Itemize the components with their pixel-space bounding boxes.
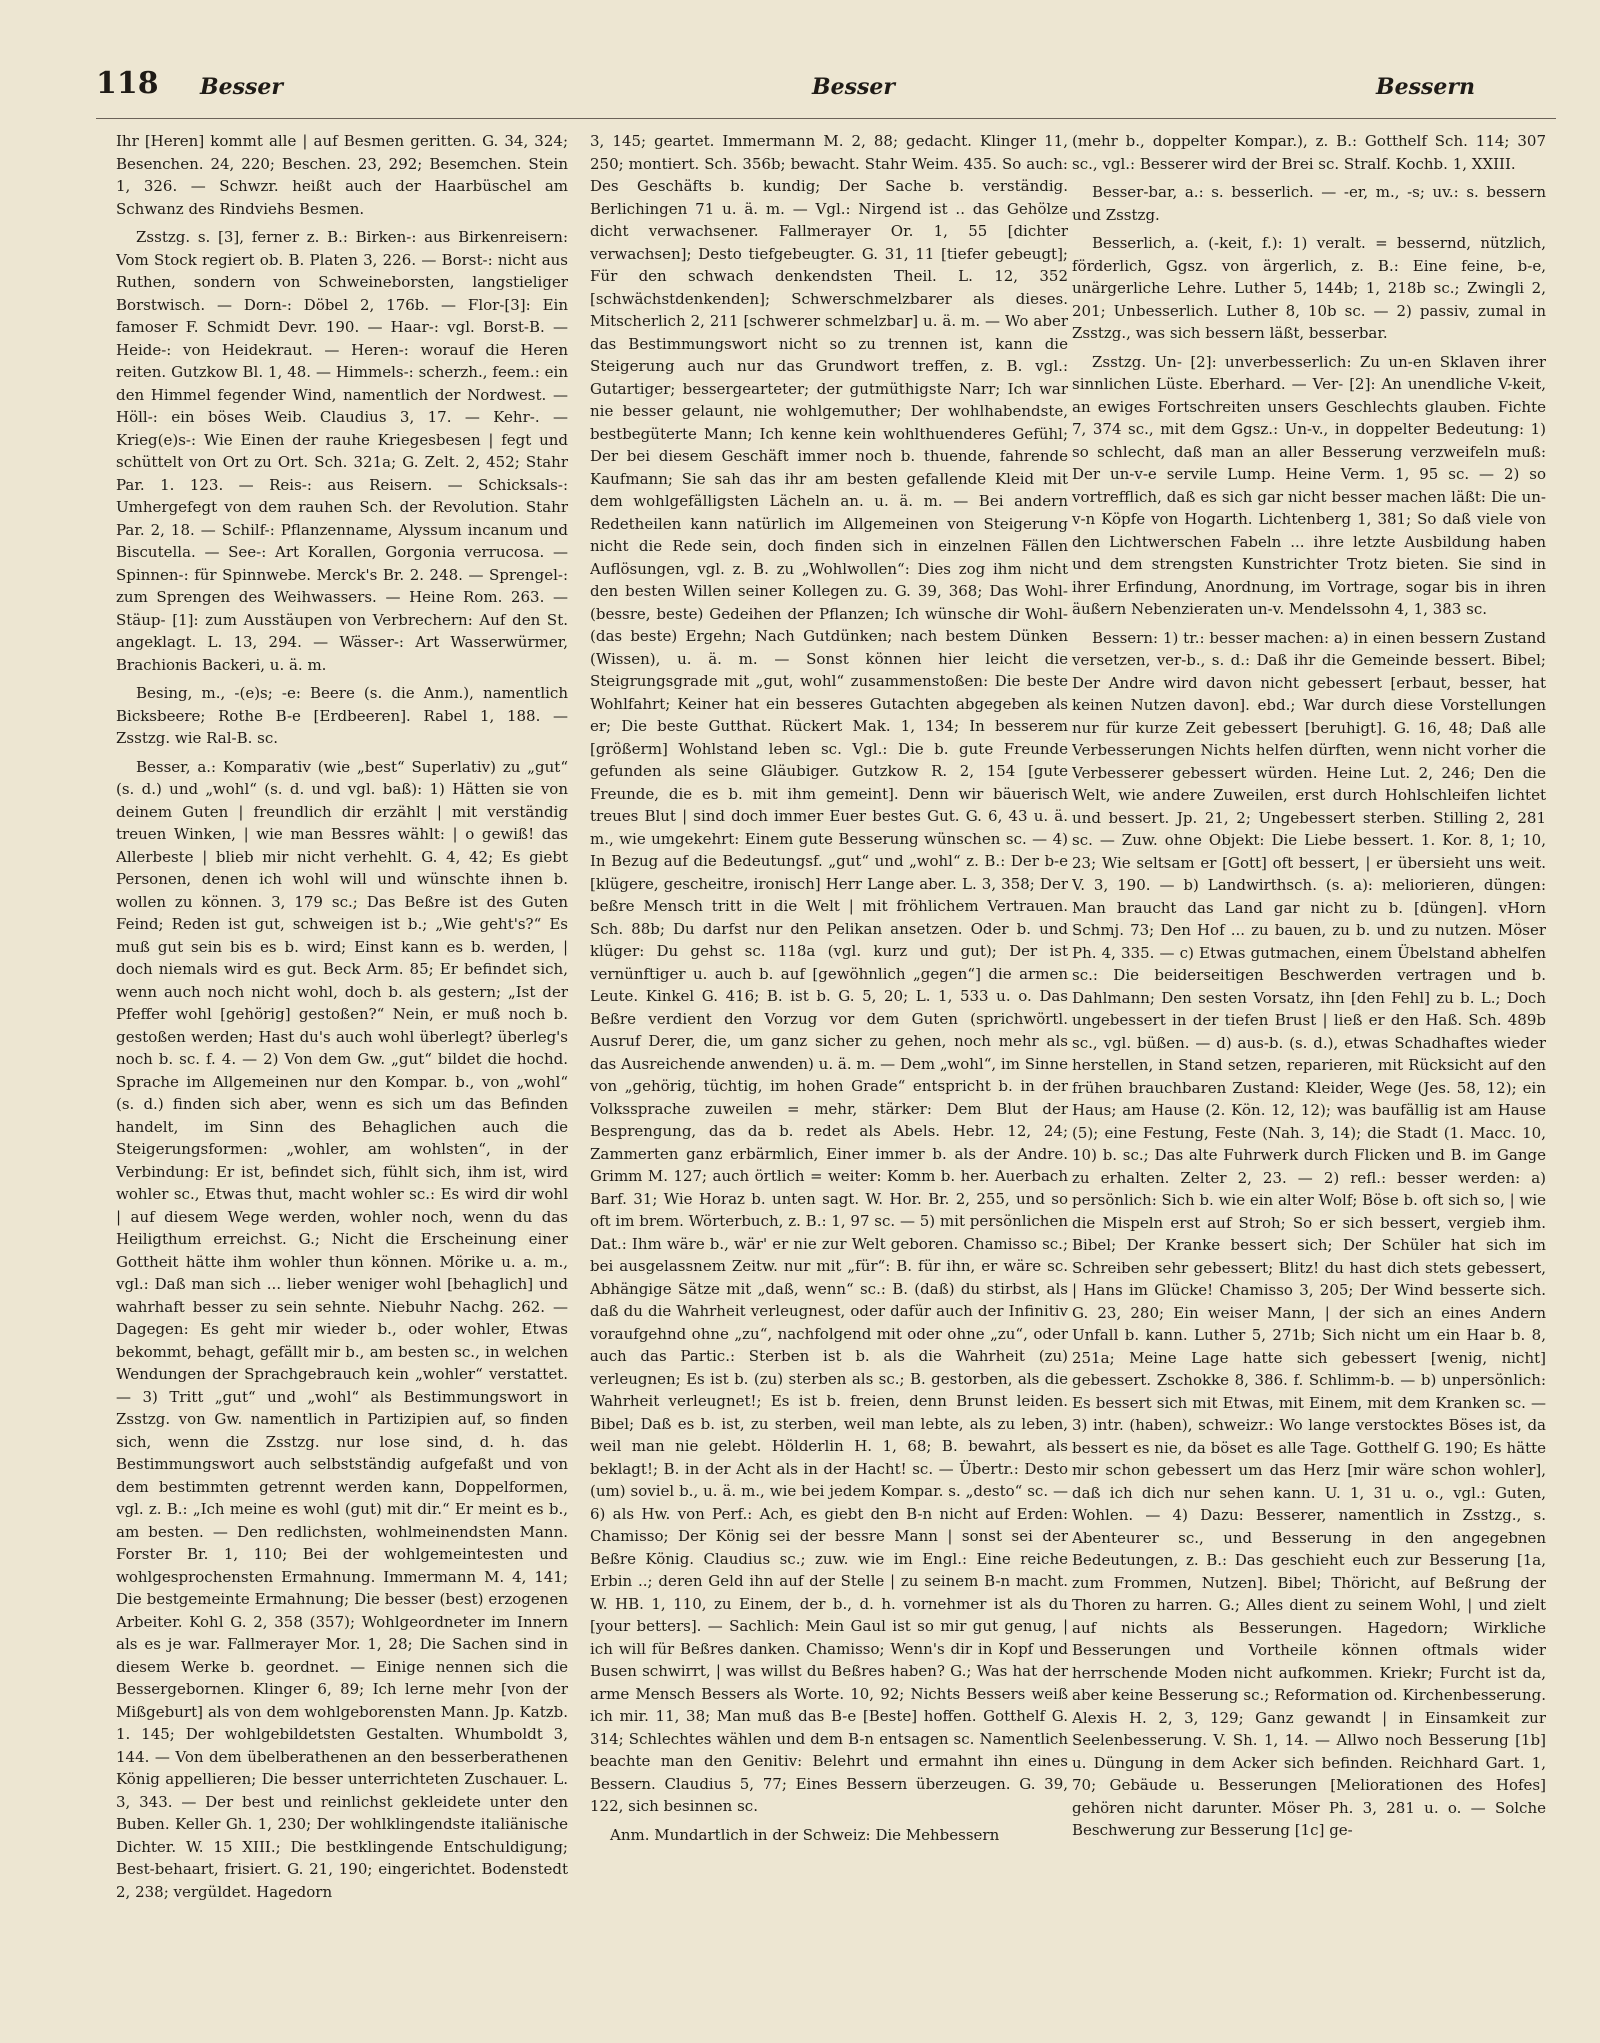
page-number: 118 bbox=[96, 66, 159, 101]
paragraph: Zsstzg. Un- [2]: unverbesserlich: Zu un-en Sklaven ihrer sinnlichen Lüste. Eberhard. — Ver- [2]: An unendliche V-keit, an ewiges Fortschreiten unsers Geschlechts glauben. Fichte 7, 374 sc., mit dem Ggsz.: Un-v., in doppelter Bedeutung: 1) so schlecht, daß man an aller Besserung verzweifeln muß: Der un-v-e servile Lump. Heine Verm. 1, 95 sc. — 2) so vortrefflich, daß es sich gar nicht besser machen läßt: Die un-v-n Köpfe von Hogarth. Lichtenberg 1, 381; So daß viele von den Lichtwerschen Fabeln ... ihre letzte Ausbildung haben und dem strengsten Kunstrichter Trotz bieten. Sie sind in ihrer Erfindung, Anordnung, im Vortrage, sogar bis in ihren äußern Nebenzieraten un-v. Mendelssohn 4, 1, 383 sc. bbox=[1072, 352, 1546, 618]
running-header bbox=[96, 66, 1556, 116]
paragraph: Zsstzg. s. [3], ferner z. B.: Birken-: aus Birkenreisern: Vom Stock regiert ob. B. Platen 3, 226. — Borst-: nicht aus Ruthen, sondern von Schweineborsten, langstieliger Borstwisch. — Dorn-: Döbel 2, 176b. — Flor-[3]: Ein famoser F. Schmidt Devr. 190. — Haar-: vgl. Borst-B. — Heide-: von Heidekraut. — Heren-: worauf die Heren reiten. Gutzkow Bl. 1, 48. — Himmels-: scherzh., feem.: ein den Himmel fegender Wind, namentlich der Nordwest. — Höll-: ein böses Weib. Claudius 3, 17. — Kehr-. — Krieg(e)s-: Wie Einen der rauhe Kriegesbesen | fegt und schüttelt von Ort zu Ort. Sch. 321a; G. Zelt. 2, 452; Stahr Par. 1. 123. — Reis-: aus Reisern. — Schicksals-: Umhergefegt von dem rauhen Sch. der Revolution. Stahr Par. 2, 18. — Schilf-: Pflanzenname, Alyssum incanum und Biscutella. — See-: Art Korallen, Gorgonia verrucosa. — Spinnen-: für Spinnwebe. Merck's Br. 2. 248. — Sprengel-: zum Sprengen des Weihwassers. — Heine Rom. 263. — Stäup- [1]: zum Ausstäupen von Verbrechern: Auf den St. angeklagt. L. 13, 294. — Wässer-: Art Wasserwürmer, Brachionis Backeri, u. ä. m. bbox=[116, 228, 568, 674]
column-1 bbox=[116, 130, 568, 2010]
headword-right: Bessern bbox=[1376, 74, 1475, 100]
paragraph: Bessern: 1) tr.: besser machen: a) in einen bessern Zustand versetzen, ver-b., s. d.: Daß ihr die Gemeinde bessert. Bibel; Der Andre wird davon nicht gebessert [erbaut, besser, hat keinen Nutzen davon]. ebd.; War durch diese Vorstellungen nur für kurze Zeit gebessert [beruhigt]. G. 16, 48; Daß alle Verbesserungen Nichts helfen dürften, wenn nicht vorher die Verbesserer gebessert würden. Heine Lut. 2, 246; Den die Welt, wie andere Zuweilen, erst durch Hohlschleifen lichtet und bessert. Jp. 21, 2; Ungebessert sterben. Stilling 2, 281 sc. — Zuw. ohne Objekt: Die Liebe bessert. 1. Kor. 8, 1; 10, 23; Wie seltsam er [Gott] oft bessert, | er übersieht uns weit. V. 3, 190. — b) Landwirthsch. (s. a): meliorieren, düngen: Man braucht das Land gar nicht zu b. [düngen]. vHorn Schmj. 73; Den Hof ... zu bauen, zu b. und zu nutzen. Möser Ph. 4, 335. — c) Etwas gutmachen, einem Übelstand abhelfen sc.: Die beiderseitigen Beschwerden vertragen und b. Dahlmann; Den sesten Vorsatz, ihn [den Fehl] zu b. L.; Doch ungebessert in der tiefen Brust | ließ er den Haß. Sch. 489b sc., vgl. büßen. — d) aus-b. (s. d.), etwas Schadhaftes wieder herstellen, in Stand setzen, reparieren, mit Rücksicht auf den frühen brauchbaren Zustand: Kleider, Wege (Jes. 58, 12); ein Haus; am Hause (2. Kön. 12, 12); was baufällig ist am Hause (5); eine Festung, Feste (Nah. 3, 14); die Stadt (1. Macc. 10, 10) b. sc.; Das alte Fuhrwerk durch Flicken und B. im Gange zu erhalten. Zelter 2, 23. — 2) refl.: besser werden: a) persönlich: Sich b. wie ein alter Wolf; Böse b. oft sich so, | wie die Mispeln erst auf Stroh; So er sich bessert, vergieb ihm. Bibel; Der Kranke bessert sich; Der Schüler hat sich im Schreiben sehr gebessert; Blitz! du hast dich stets gebessert, | Hans im Glücke! Chamisso 3, 205; Der Wind besserte sich. G. 23, 280; Ein weiser Mann, | der sich an eines Andern Unfall b. kann. Luther 5, 271b; Sich nicht um ein Haar b. 8, 251a; Meine Lage hatte sich gebessert [wenig, nicht] gebessert. Zschokke 8, 386. f. Schlimm-b. — b) unpersönlich: Es bessert sich mit Etwas, mit Einem, mit dem Kranken sc. — 3) intr. (haben), schweizr.: Wo lange verstocktes Böses ist, da bessert es nie, da böset es alle Tage. Gotthelf G. 190; Es hätte mir schon gebessert um das Herz [mir wäre schon wohler], daß ich dich nur sehen kann. U. 1, 31 u. o., vgl.: Guten, Wohlen. — 4) Dazu: Besserer, namentlich in Zsstzg., s. Abenteurer sc., und Besserung in den angegebnen Bedeutungen, z. B.: Das geschieht euch zur Besserung [1a, zum Frommen, Nutzen]. Bibel; Thöricht, auf Beßrung der Thoren zu harren. G.; Alles dient zu seinem Wohl, | und zielt auf nichts als Besserungen. Hagedorn; Wirkliche Besserungen und Vortheile können oftmals wider herrschende Moden nicht aufkommen. Kriekr; Furcht ist da, aber keine Besserung sc.; Reformation od. Kirchenbesserung. Alexis H. 2, 3, 129; Ganz gewandt | in Einsamkeit zur Seelenbesserung. V. Sh. 1, 14. — Allwo noch Besserung [1b] u. Düngung in dem Acker sich befinden. Reichhard Gart. 1, 70; Gebäude u. Besserungen [Meliorationen des Hofes] gehören nicht darunter. Möser Ph. 3, 281 u. o. — Solche Beschwerung zur Besserung [1c] ge- bbox=[1072, 628, 1546, 1839]
paragraph: Anm. Mundartlich in der Schweiz: Die Mehbessern bbox=[610, 1825, 1000, 1844]
column-3 bbox=[1072, 130, 1546, 2010]
paragraph: (mehr b., doppelter Kompar.), z. B.: Gotthelf Sch. 114; 307 sc., vgl.: Besserer wird der Brei sc. Stralf. Kochb. 1, XXIII. bbox=[1072, 132, 1546, 173]
paragraph: Besserlich, a. (-keit, f.): 1) veralt. = bessernd, nützlich, förderlich, Ggsz. von ärgerlich, z. B.: Eine feine, b-e, unärgerliche Lehre. Luther 5, 144b; 1, 218b sc.; Zwingli 2, 201; Unbesserlich. Luther 8, 10b sc. — 2) passiv, zumal in Zsstzg., was sich bessern läßt, besserbar. bbox=[1072, 234, 1546, 342]
column-2 bbox=[590, 130, 1068, 2010]
paragraph: Besser-bar, a.: s. besserlich. — -er, m., -s; uv.: s. bessern und Zsstzg. bbox=[1072, 183, 1546, 224]
headword-center: Besser bbox=[812, 74, 895, 100]
paragraph: 3, 145; geartet. Immermann M. 2, 88; gedacht. Klinger 11, 250; montiert. Sch. 356b; bewacht. Stahr Weim. 435. So auch: Des Geschäfts b. kundig; Der Sache b. verständig. Berlichingen 71 u. ä. m. — Vgl.: Nirgend ist .. das Gehölze dicht verwachsener. Fallmerayer Or. 1, 55 [dichter verwachsen]; Desto tiefgebeugter. G. 31, 11 [tiefer gebeugt]; Für den schwach denkendsten Theil. L. 12, 352 [schwächstdenkenden]; Schwerschmelzbarer als dieses. Mitscherlich 2, 211 [schwerer schmelzbar] u. ä. m. — Wo aber das Bestimmungswort nicht so zu trennen ist, kann die Steigerung auch nur das Grundwort treffen, z. B. vgl.: Gutartiger; bessergearteter; der gutmüthigste Narr; Ich war nie besser gelaunt, nie wohlgemuther; Der wohlhabendste, bestbegüterte Mann; Ich kenne kein wohlthuenderes Gefühl; Der bei diesem Geschäft immer noch b. thuende, fahrende Kaufmann; Sie sah das ihr am besten gefallende Kleid mit dem wohlgefälligsten Lächeln an. u. ä. m. — Bei andern Redetheilen kann natürlich im Allgemeinen von Steigerung nicht die Rede sein, doch finden sich in einzelnen Fällen Auflösungen, vgl. z. B. zu „Wohlwollen“: Dies zog ihm nicht den besten Willen seiner Kollegen zu. G. 39, 368; Das Wohl- (bessre, beste) Gedeihen der Pflanzen; Ich wünsche dir Wohl- (das beste) Ergehn; Nach Gutdünken; nach bestem Dünken (Wissen), u. ä. m. — Sonst können hier leicht die Steigrungsgrade mit „gut, wohl“ zusammenstoßen: Die beste Wohlfahrt; Keiner hat ein besseres Gutachten abgegeben als er; Die beste Gutthat. Rückert Mak. 1, 134; In besserem [größerm] Wohlstand leben sc. Vgl.: Die b. gute Freunde gefunden als seine Gläubiger. Gutzkow R. 2, 154 [gute Freunde, die es b. mit ihm gemeint]. Denn wir bäuerisch treues Blut | sind doch immer Euer bestes Gut. G. 6, 43 u. ä. m., wie umgekehrt: Einem gute Besserung wünschen sc. — 4) In Bezug auf die Bedeutungsf. „gut“ und „wohl“ z. B.: Der b-e [klügere, gescheitre, ironisch] Herr Lange aber. L. 3, 358; Der beßre Mensch tritt in die Welt | mit fröhlichem Vertrauen. Sch. 88b; Du darfst nur den Pelikan ansetzen. Oder b. und klüger: Du gehst sc. 118a (vgl. kurz und gut); Der ist vernünftiger u. auch b. auf [gewöhnlich „gegen“] die armen Leute. Kinkel G. 416; B. ist b. G. 5, 20; L. 1, 533 u. o. Das Beßre verdient den Vorzug vor dem Guten (sprichwörtl. Ausruf Derer, die, um ganz sicher zu gehen, noch mehr als das Ausreichende anwenden) u. ä. m. — Dem „wohl“, im Sinne von „gehörig, tüchtig, im hohen Grade“ entspricht b. in der Volkssprache zuweilen = mehr, stärker: Dem Blut der Besprengung, das da b. redet als Abels. Hebr. 12, 24; Zammerten ganz erbärmlich, Einer immer b. als der Andre. Grimm M. 127; auch örtlich = weiter: Komm b. her. Auerbach Barf. 31; Wie Horaz b. unten sagt. W. Hor. Br. 2, 255, und so oft im brem. Wörterbuch, z. B.: 1, 97 sc. — 5) mit persönlichen Dat.: Ihm wäre b., wär' er nie zur Welt geboren. Chamisso sc.; bei ausgelassnem Zeitw. nur mit „für“: B. für ihn, er wäre sc. Abhängige Sätze mit „daß, wenn“ sc.: B. (daß) du stirbst, als daß du die Wahrheit verleugnest, oder dafür auch der Infinitiv voraufgehnd ohne „zu“, nachfolgend mit oder ohne „zu“, oder auch das Partic.: Sterben ist b. als die Wahrheit (zu) verleugnen; Es ist b. (zu) sterben als sc.; B. gestorben, als die Wahrheit verleugnet!; Es ist b. freien, denn Brunst leiden. Bibel; Daß es b. ist, zu sterben, weil man lebte, als zu leben, weil man nie gelebt. Hölderlin H. 1, 68; B. bewahrt, als beklagt!; B. in der Acht als in der Hacht! sc. — Übertr.: Desto (um) soviel b., u. ä. m., wie bei jedem Kompar. s. „desto“ sc. — 6) als Hw. von Perf.: Ach, es giebt den B-n nicht auf Erden: Chamisso; Der König sei der bessre Mann | sonst sei der Beßre König. Claudius sc.; zuw. wie im Engl.: Eine reiche Erbin ..; deren Geld ihn auf der Stelle | zu seinem B-n macht. W. HB. 1, 110, zu Einem, der b., d. h. vornehmer ist als du [your betters]. — Sachlich: Mein Gaul ist so mir gut genug, | ich will für Beßres danken. Chamisso; Wenn's dir in Kopf und Busen schwirrt, | was willst du Beßres haben? G.; Was hat der arme Mensch Bessers als Worte. 10, 92; Nichts Bessers weiß ich mir. 11, 38; Man muß das B-e [Beste] hoffen. Gotthelf G. 314; Schlechtes wählen und dem B-n entsagen sc. Namentlich beachte man den Genitiv: Belehrt und ermahnt ihn eines Bessern. Claudius 5, 77; Eines Bessern überzeugen. G. 39, 122, sich besinnen sc. bbox=[590, 132, 1068, 1815]
paragraph: Besser, a.: Komparativ (wie „best“ Superlativ) zu „gut“ (s. d.) und „wohl“ (s. d. und vgl. baß): 1) Hätten sie von deinem Guten | freundlich dir erzählt | mit verständig treuen Winken, | wie man Bessres wählt: | o gewiß! das Allerbeste | blieb mir nicht verhehlt. G. 4, 42; Es giebt Personen, denen ich wohl will und wünschte ihnen b. wollen zu können. 3, 179 sc.; Das Beßre ist des Guten Feind; Reden ist gut, schweigen ist b.; „Wie geht's?“ Es muß gut sein bis es b. wird; Einst kann es b. werden, | doch niemals wird es gut. Beck Arm. 85; Er befindet sich, wenn auch noch nicht wohl, doch b. als gestern; „Ist der Pfeffer wohl [gehörig] gestoßen?“ Nein, er muß noch b. gestoßen werden; Hast du's auch wohl überlegt? überleg's noch b. sc. f. 4. — 2) Von dem Gw. „gut“ bildet die hochd. Sprache im Allgemeinen nur den Kompar. b., von „wohl“ (s. d.) finden sich aber, wenn es sich um das Befinden handelt, im Sinn des Behaglichen auch die Steigerungsformen: „wohler, am wohlsten“, in der Verbindung: Er ist, befindet sich, fühlt sich, ihm ist, wird wohler sc., Etwas thut, macht wohler sc.: Es wird dir wohl | auf diesem Wege werden, wohler noch, wenn du das Heiligthum erreichst. G.; Nicht die Erscheinung einer Gottheit hätte ihm wohler thun können. Mörike u. a. m., vgl.: Daß man sich ... lieber weniger wohl [behaglich] und wahrhaft besser zu sein sehnte. Niebuhr Nachg. 262. — Dagegen: Es geht mir wieder b., oder wohler, Etwas bekommt, behagt, gefällt mir b., am besten sc., in welchen Wendungen der Sprachgebrauch kein „wohler“ verstattet. — 3) Tritt „gut“ und „wohl“ als Bestimmungswort in Zsstzg. von Gw. namentlich in Partizipien auf, so finden sich, wenn die Zsstzg. nur lose sind, d. h. das Bestimmungswort auch selbstständig aufgefaßt und von dem bestimmten getrennt werden kann, Doppelformen, vgl. z. B.: „Ich meine es wohl (gut) mit dir.“ Er meint es b., am besten. — Den redlichsten, wohlmeinendsten Mann. Forster Br. 1, 110; Bei der wohlgemeintesten und wohlgesprochensten Ermahnung. Immermann M. 4, 141; Die bestgemeinte Ermahnung; Die besser (best) erzogenen Arbeiter. Kohl G. 2, 358 (357); Wohlgeordneter im Innern als es je war. Fallmerayer Mor. 1, 28; Die Sachen sind in diesem Werke b. geordnet. — Einige nennen sich die Bessergebornen. Klinger 6, 89; Ich lerne mehr [von der Mißgeburt] als von dem wohlgeborensten Mann. Jp. Katzb. 1. 145; Der wohlgebildetsten Gestalten. Whumboldt 3, 144. — Von dem übelberathenen an den besserberathenen König appellieren; Die besser unterrichteten Zuschauer. L. 3, 343. — Der best und reinlichst gekleidete unter den Buben. Keller Gh. 1, 230; Der wohlklingendste italiänische Dichter. W. 15 XIII.; Die bestklingende Entschuldigung; Best-behaart, frisiert. G. 21, 190; eingerichtet. Bodenstedt 2, 238; vergüldet. Hagedorn bbox=[116, 757, 568, 1901]
paragraph: Besing, m., -(e)s; -e: Beere (s. die Anm.), namentlich Bicksbeere; Rothe B-e [Erdbeeren]. Rabel 1, 188. — Zsstzg. wie Ral-B. sc. bbox=[116, 684, 568, 747]
headword-left: Besser bbox=[200, 74, 283, 100]
paragraph: Ihr [Heren] kommt alle | auf Besmen geritten. G. 34, 324; Besenchen. 24, 220; Beschen. 23, 292; Besemchen. Stein 1, 326. — Schwzr. heißt auch der Haarbüschel am Schwanz des Rindviehs Besmen. bbox=[116, 132, 568, 218]
header-rule bbox=[96, 118, 1556, 119]
